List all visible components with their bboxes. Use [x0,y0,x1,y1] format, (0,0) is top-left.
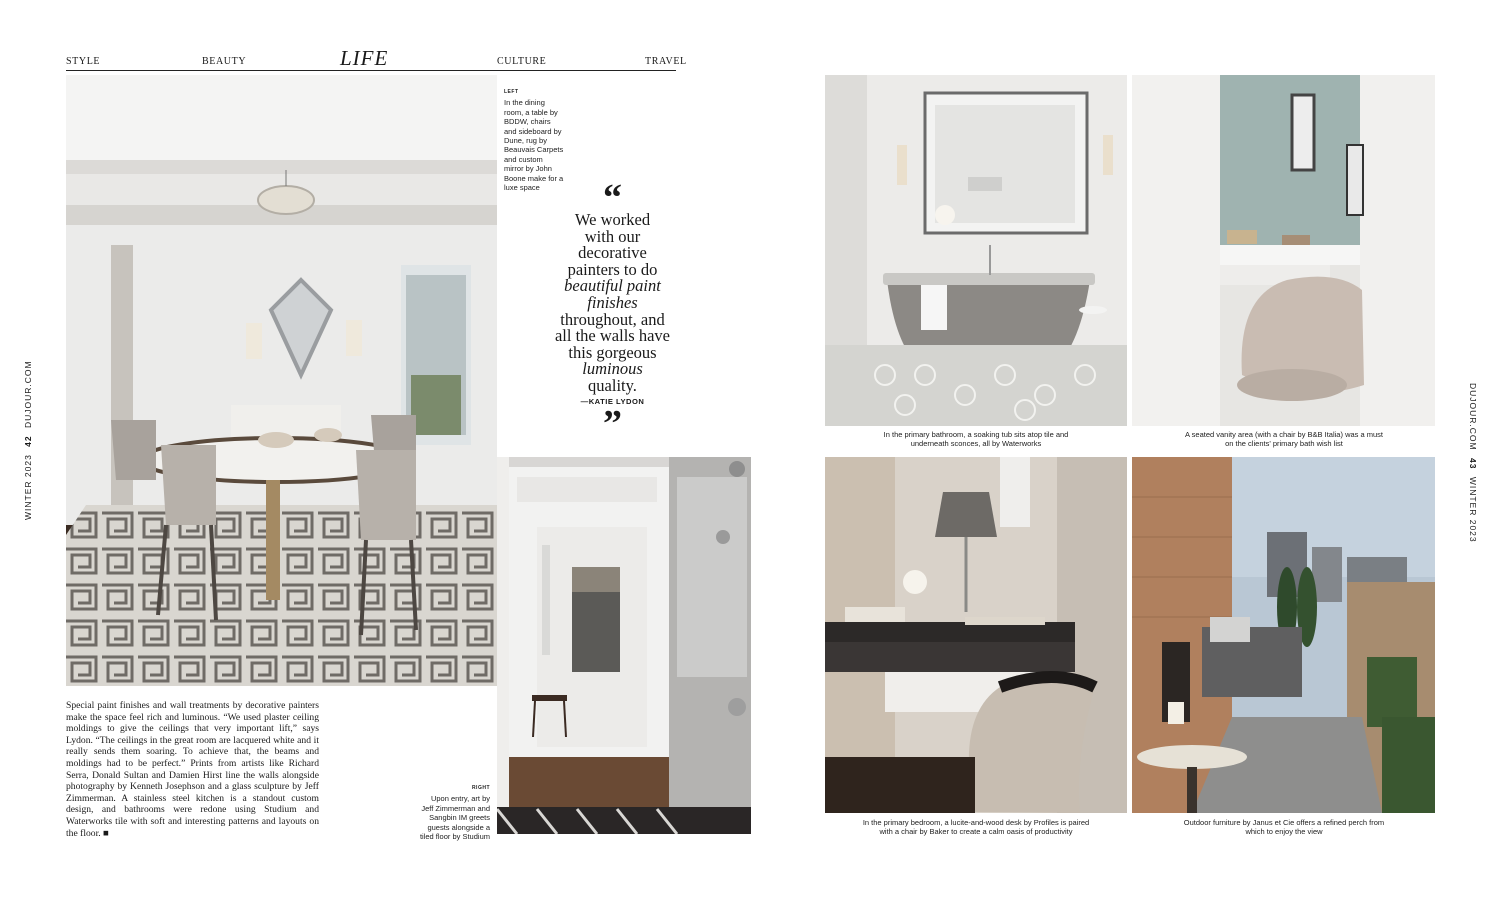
end-mark: ■ [103,827,109,839]
quote-line: throughout, and [560,309,665,329]
entry-photo [497,457,751,834]
pull-quote [545,177,680,445]
folio-left [23,360,33,520]
nav-rule [66,70,676,71]
caption-right-label: RIGHT [471,785,490,791]
bedroom-photo [825,457,1127,813]
caption-vanity: A seated vanity area (with a chair by B&B Italia) was a must on the clients' primary bath wish list [1184,430,1383,449]
caption-left-text: In the dining room, a table by BDDW, chairs and sideboard by Dune, rug by Beauvais Carpets and custom mirror by John Boone make for a luxe space [504,98,564,193]
folio-left-site: DUJOUR.COM [23,360,33,428]
folio-right [1468,383,1478,543]
nav-travel[interactable]: TRAVEL [645,56,687,67]
quote-line: painters to do [567,259,658,279]
quote-line-italic: beautiful paint [564,276,661,296]
quote-open-mark: “ [603,177,622,219]
caption-outdoor: Outdoor furniture by Janus et Cie offers a refined perch from which to enjoy the view [1183,818,1385,837]
caption-bedroom: In the primary bedroom, a lucite-and-wood desk by Profiles is paired with a chair by Baker to create a calm oasis of productivity [862,818,1090,837]
quote-close-mark: ” [603,402,622,445]
vanity-photo [1132,75,1435,426]
folio-right-site: DUJOUR.COM [1468,383,1478,451]
folio-right-season: WINTER 2023 [1468,476,1478,543]
quote-line: all the walls have [554,326,670,346]
nav-beauty[interactable]: BEAUTY [202,56,247,67]
quote-line: We worked [574,210,651,229]
caption-left-label: LEFT [504,89,519,95]
folio-left-page: 42 [23,435,33,447]
quote-line: this gorgeous [568,342,657,362]
nav-life[interactable]: LIFE [340,46,389,70]
caption-right [418,784,490,841]
article-body-text: Special paint finishes and wall treatments by decorative painters make the space feel rich and luminous. “We used plaster ceiling moldings to give the ceilings that very important lift,” says Lydon. “The ceilings in the great room are lacquered white and it really sends them soaring. To achieve that, the beams and moldings had to be perfect.” Prints from artists like Richard Serra, Donald Sultan and Damien Hirst line the walls alongside photography by Kenneth Josephson and a glass sculpture by Jeff Zimmerman. A stainless steel kitchen is a standout custom design, and bathrooms were redone using Studium and Waterworks tile with soft and interesting patterns and layouts on the floor. [66,700,319,839]
nav-style[interactable]: STYLE [66,56,101,67]
quote-line: quality. [588,375,637,395]
caption-right-text: Upon entry, art by Jeff Zimmerman and Sangbin IM greets guests alongside a tiled floor by Studium [419,794,490,842]
bathroom-photo [825,75,1127,426]
quote-text [545,212,680,395]
folio-right-page: 43 [1468,457,1478,470]
quote-line-italic: luminous [582,359,643,379]
nav-culture[interactable]: CULTURE [497,56,547,67]
caption-left [504,88,564,192]
quote-attribution: —KATIE LYDON [580,396,645,406]
dining-room-photo [66,75,497,686]
outdoor-photo [1132,457,1435,813]
quote-line: with our [584,226,641,246]
article-body [66,700,319,839]
caption-bathroom: In the primary bathroom, a soaking tub sits atop tile and underneath sconces, all by Waterworks [883,430,1069,449]
folio-left-season: WINTER 2023 [23,454,33,520]
quote-line-italic: finishes [587,292,638,312]
quote-line: decorative [578,243,647,263]
